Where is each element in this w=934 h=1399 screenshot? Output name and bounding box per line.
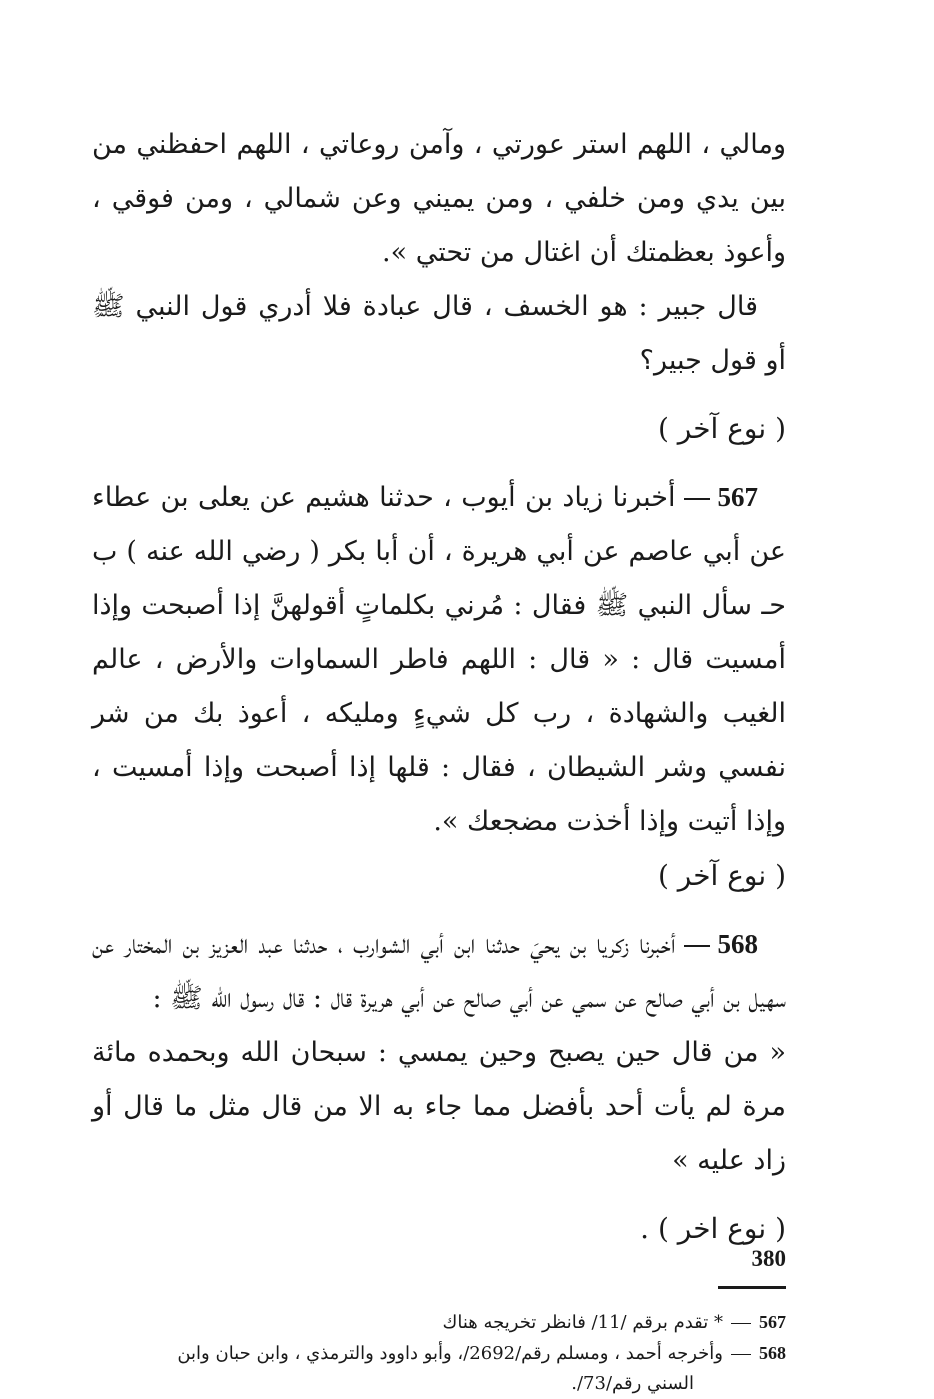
section-heading-2: ( نوع آخر ) <box>657 859 786 892</box>
paragraph-2: قال جبير : هو الخسف ، قال عبادة فلا أدري قول النبي ﷺ أو قول جبير؟ <box>92 291 786 376</box>
dash-divider <box>684 498 710 500</box>
footnote-number: 568 <box>759 1343 786 1363</box>
dash-divider <box>731 1323 751 1324</box>
footnote-568-continuation: السني رقم/73/. <box>571 1373 694 1394</box>
dash-divider <box>731 1354 751 1355</box>
hadith-568-quote: « من قال حين يصبح وحين يمسي : سبحان الله وبحمده مائة مرة لم يأت أحد بأفضل مما جاء به الا من قال مثل ما قال أو زاد عليه » <box>92 1037 786 1176</box>
footnote-567 <box>92 1307 786 1338</box>
section-heading-1: ( نوع آخر ) <box>657 412 786 445</box>
footnote-number: 567 <box>759 1312 786 1332</box>
footnote-separator <box>718 1286 786 1289</box>
hadith-number-567: 567 <box>717 482 758 512</box>
hadith-567-text: أخبرنا زياد بن أيوب ، حدثنا هشيم عن يعلى بن عطاء عن أبي عاصم عن أبي هريرة ، أن أبا بكر ( رضي الله عنه ) ب حـ سأل النبي ﷺ فقال : مُرني بكلماتٍ أقولهنَّ إذا أصبحت وإذا أمسيت قال : « قال : اللهم فاطر السماوات والأرض ، عالم الغيب والشهادة ، رب كل شيءٍ ومليكه ، أعوذ بك من شر نفسي وشر الشيطان ، فقال : قلها إذا أصبحت وإذا أمسيت ، وإذا أتيت وإذا أخذت مضجعك ». <box>92 482 786 837</box>
hadith-567 <box>92 470 786 849</box>
hadith-568-text: أخبرنا زكريا بن يحيَ حدثنا ابن أبي الشوارب ، حدثنا عبد العزيز بن المختار عن سهيل بن أبي صالح عن سمي عن أبي صالح عن أبي هريرة قال : قال رسول الله ﷺ : <box>92 929 786 1014</box>
page-number: 380 <box>751 1246 786 1271</box>
hadith-number-568: 568 <box>717 929 758 959</box>
main-text <box>92 118 786 1256</box>
dash-divider <box>684 945 710 947</box>
section-heading-3: ( نوع اخر ) . <box>640 1212 786 1245</box>
footnotes <box>92 1307 786 1399</box>
paragraph-1: ومالي ، اللهم استر عورتي ، وآمن روعاتي ، اللهم احفظني من بين يدي ومن خلفي ، ومن يميني وعن شمالي ، ومن فوقي ، وأعوذ بعظمتك أن اغتال من تحتي ». <box>92 129 786 268</box>
hadith-568 <box>92 917 786 1026</box>
footnote-568 <box>92 1338 786 1369</box>
footnote-text: وأخرجه أحمد ، ومسلم رقم/2692/، وأبو داوود والترمذي ، وابن حبان وابن <box>177 1343 723 1364</box>
footnote-text: * تقدم برقم /11/ فانظر تخريجه هناك <box>442 1312 723 1333</box>
page-content <box>92 118 786 1399</box>
